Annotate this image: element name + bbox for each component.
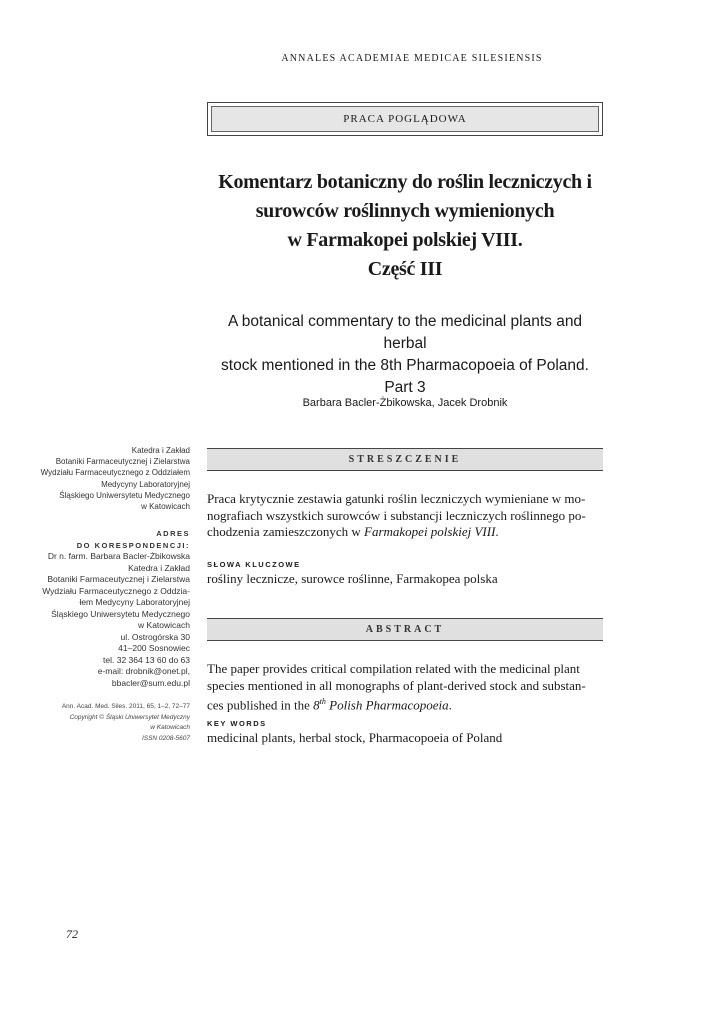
page-number: 72 bbox=[66, 927, 78, 941]
abstract-text: . bbox=[448, 697, 452, 713]
keywords-pl-label: SŁOWA KLUCZOWE bbox=[207, 560, 301, 569]
abstract-line: The paper provides critical compilation related with the medicinal plant bbox=[207, 661, 580, 676]
abstract-heading: ABSTRACT bbox=[207, 618, 603, 641]
abstract-superscript: th bbox=[319, 697, 326, 706]
affiliation-line: Botaniki Farmaceutycznej i Zielarstwa bbox=[55, 457, 190, 467]
authors: Barbara Bacler-Żbikowska, Jacek Drobnik bbox=[302, 397, 508, 409]
affiliation-line: w Katowicach bbox=[141, 502, 190, 512]
english-abstract bbox=[207, 661, 603, 714]
address-line: łem Medycyny Laboratoryjnej bbox=[79, 597, 190, 608]
abstract-text: chodzenia zamieszczonych w bbox=[207, 524, 365, 539]
citation: Ann. Acad. Med. Siles. 2011, 65, 1–2, 72–77 bbox=[61, 703, 190, 711]
title-en-line: A botanical commentary to the medicinal plants and herbal bbox=[227, 313, 583, 352]
address-title-line: ADRES bbox=[156, 529, 190, 539]
title-pl-line: w Farmakopei polskiej VIII. bbox=[287, 229, 523, 251]
title-en-line: stock mentioned in the 8th Pharmacopoeia of Poland. bbox=[221, 357, 589, 374]
abstract-line: nografiach wszystkich surowców i substancji leczniczych roślinnego po- bbox=[207, 507, 586, 523]
abstract-line: Praca krytycznie zestawia gatunki roślin leczniczych wymieniane w mo- bbox=[207, 491, 586, 506]
title-pl-line: Część III bbox=[367, 258, 443, 280]
copyright-line: Copyright © Śląski Uniwersytet Medyczny bbox=[69, 713, 190, 721]
article-type-label: PRACA POGLĄDOWA bbox=[211, 106, 599, 132]
article-type-box bbox=[207, 102, 603, 136]
keywords-pl: rośliny lecznicze, surowce roślinne, Farmakopea polska bbox=[207, 571, 498, 586]
abstract-line bbox=[207, 694, 603, 714]
address-line: ul. Ostrogórska 30 bbox=[120, 631, 190, 642]
sidebar-affiliation bbox=[30, 445, 190, 744]
email-line: e-mail: drobnik@onet.pl, bbox=[97, 666, 190, 677]
polish-abstract bbox=[207, 491, 603, 541]
affiliation-line: Medycyny Laboratoryjnej bbox=[101, 479, 190, 489]
affiliation-line: Wydziału Farmaceutycznego z Oddziałem bbox=[40, 468, 190, 478]
streszczenie-heading: STRESZCZENIE bbox=[207, 448, 603, 471]
abstract-italic: Farmakopei polskiej VIII bbox=[364, 524, 496, 539]
title-polish bbox=[207, 168, 603, 284]
address-line: Dr n. farm. Barbara Bacler-Żbikowska bbox=[47, 551, 190, 562]
address-line: 41–200 Sosnowiec bbox=[118, 643, 190, 654]
abstract-italic: Polish Pharmacopoeia bbox=[325, 697, 449, 713]
address-line: Katedra i Zakład bbox=[128, 562, 190, 573]
journal-header: ANNALES ACADEMIAE MEDICAE SILESIENSIS bbox=[281, 53, 543, 64]
title-pl-line: Komentarz botaniczny do roślin leczniczych i bbox=[218, 171, 592, 193]
keywords-en: medicinal plants, herbal stock, Pharmacopoeia of Poland bbox=[207, 730, 503, 745]
title-english bbox=[207, 311, 603, 399]
citation-block bbox=[30, 702, 190, 744]
affiliation-line: Śląskiego Uniwersytetu Medycznego bbox=[59, 490, 190, 500]
abstract-text: . bbox=[495, 524, 499, 539]
email-line: bbacler@sum.edu.pl bbox=[111, 677, 190, 688]
affiliation-line: Katedra i Zakład bbox=[131, 446, 190, 455]
keywords-en-label: KEY WORDS bbox=[207, 719, 267, 728]
title-en-line: Part 3 bbox=[384, 379, 426, 396]
address-line: Botaniki Farmaceutycznej i Zielarstwa bbox=[47, 574, 190, 585]
address-title-line: DO KORESPONDENCJI: bbox=[76, 540, 190, 550]
abstract-text: ces published in the bbox=[207, 697, 314, 713]
issn: ISSN 0208-5607 bbox=[141, 734, 190, 742]
address-line: Śląskiego Uniwersytetu Medycznego bbox=[51, 608, 190, 619]
copyright-line: w Katowicach bbox=[150, 724, 190, 732]
abstract-line bbox=[207, 524, 603, 541]
address-line: w Katowicach bbox=[138, 620, 190, 631]
address-line: tel. 32 364 13 60 do 63 bbox=[103, 654, 190, 665]
address-line: Wydziału Farmaceutycznego z Oddzia- bbox=[42, 585, 190, 596]
abstract-italic: 8 bbox=[313, 697, 320, 713]
abstract-line: species mentioned in all monographs of plant-derived stock and substan- bbox=[207, 677, 586, 693]
title-pl-line: surowców roślinnych wymienionych bbox=[255, 200, 555, 222]
address-title bbox=[30, 528, 190, 551]
